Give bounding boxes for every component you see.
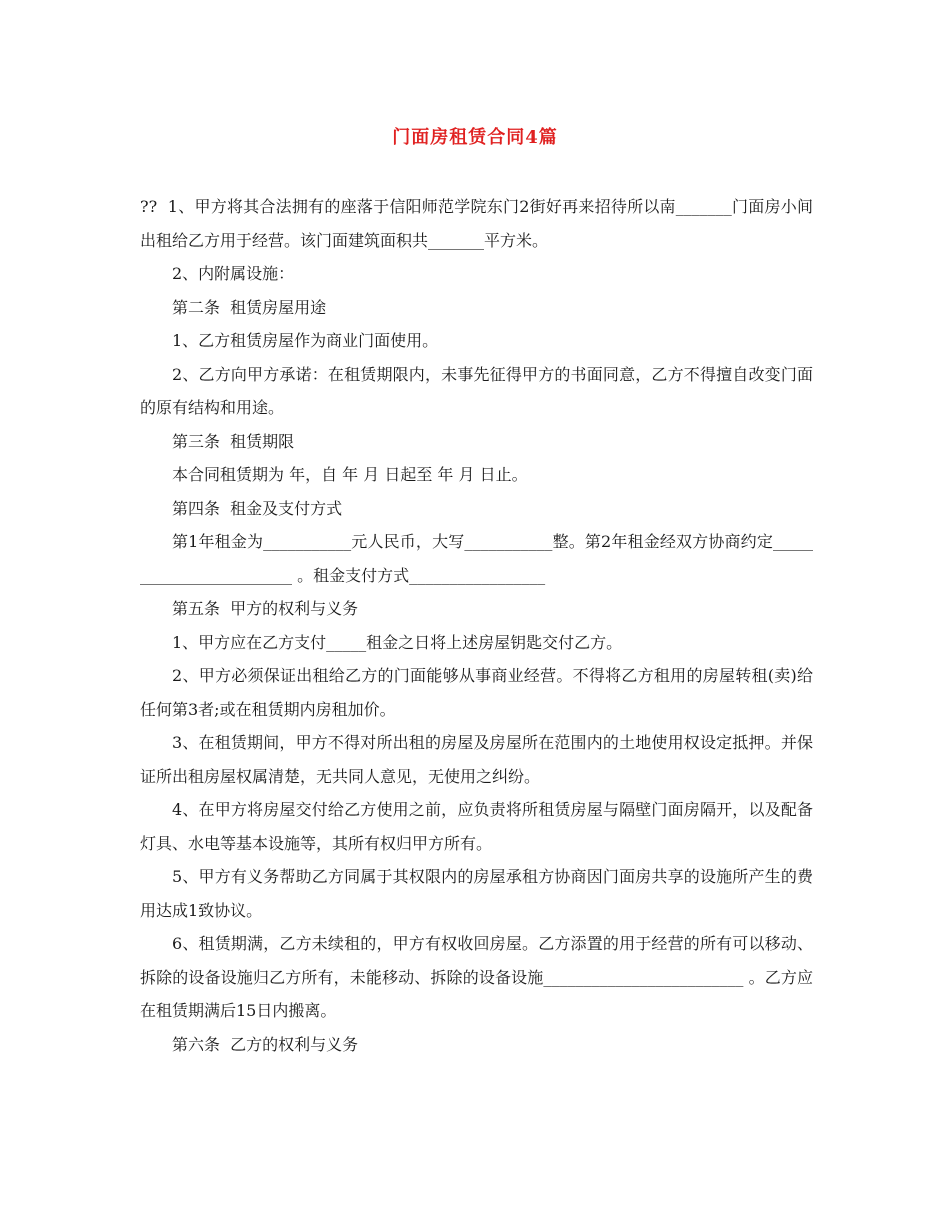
clause-paragraph: 1、甲方应在乙方支付_____租金之日将上述房屋钥匙交付乙方。 — [172, 632, 623, 652]
section-heading: 第二条 租赁房屋用途 — [172, 297, 327, 317]
clause-paragraph: 5、甲方有义务帮助乙方同属于其权限内的房屋承租方协商因门面房共享的设施所产生的费用达成1致协议。 — [140, 867, 813, 920]
clause-paragraph: 1、乙方租赁房屋作为商业门面使用。 — [172, 331, 439, 350]
clause-paragraph: 2、乙方向甲方承诺：在租赁期限内，未事先征得甲方的书面同意，乙方不得擅自改变门面的原有结构和用途。 — [140, 364, 813, 417]
section-heading: 第五条 甲方的权利与义务 — [172, 599, 359, 618]
document-body — [140, 190, 813, 1061]
clause-paragraph: 2、内附属设施： — [172, 264, 295, 283]
section-heading: 第三条 租赁期限 — [172, 431, 295, 451]
clause-paragraph: ?? 1、甲方将其合法拥有的座落于信阳师范学院东门2街好再来招待所以南_______门面房小间出租给乙方用于经营。该门面建筑面积共_______平方米。 — [140, 197, 813, 250]
clause-paragraph: 本合同租赁期为 年，自 年 月 日起至 年 月 日止。 — [172, 465, 528, 484]
clause-paragraph: 6、租赁期满，乙方未续租的，甲方有权收回房屋。乙方添置的用于经营的所有可以移动、拆除的设备设施归乙方所有，未能移动、拆除的设备设施_________________________ 。乙方应在租赁期满后15日内搬离。 — [140, 934, 813, 1020]
section-heading: 第四条 租金及支付方式 — [172, 498, 343, 518]
clause-paragraph: 3、在租赁期间，甲方不得对所出租的房屋及房屋所在范围内的土地使用权设定抵押。并保证所出租房屋权属清楚，无共同人意见，无使用之纠纷。 — [140, 733, 813, 786]
document-title: 门面房租赁合同4篇 — [392, 127, 558, 148]
section-heading: 第六条 乙方的权利与义务 — [172, 1034, 359, 1054]
clause-paragraph: 第1年租金为___________元人民币，大写___________整。第2年租金经双方协商约定________________________ 。租金支付方式_________________ — [140, 532, 813, 585]
clause-paragraph: 4、在甲方将房屋交付给乙方使用之前，应负责将所租赁房屋与隔壁门面房隔开，以及配备灯具、水电等基本设施等，其所有权归甲方所有。 — [140, 800, 813, 853]
clause-paragraph: 2、甲方必须保证出租给乙方的门面能够从事商业经营。不得将乙方租用的房屋转租(卖)给任何第3者;或在租赁期内房租加价。 — [140, 666, 813, 719]
